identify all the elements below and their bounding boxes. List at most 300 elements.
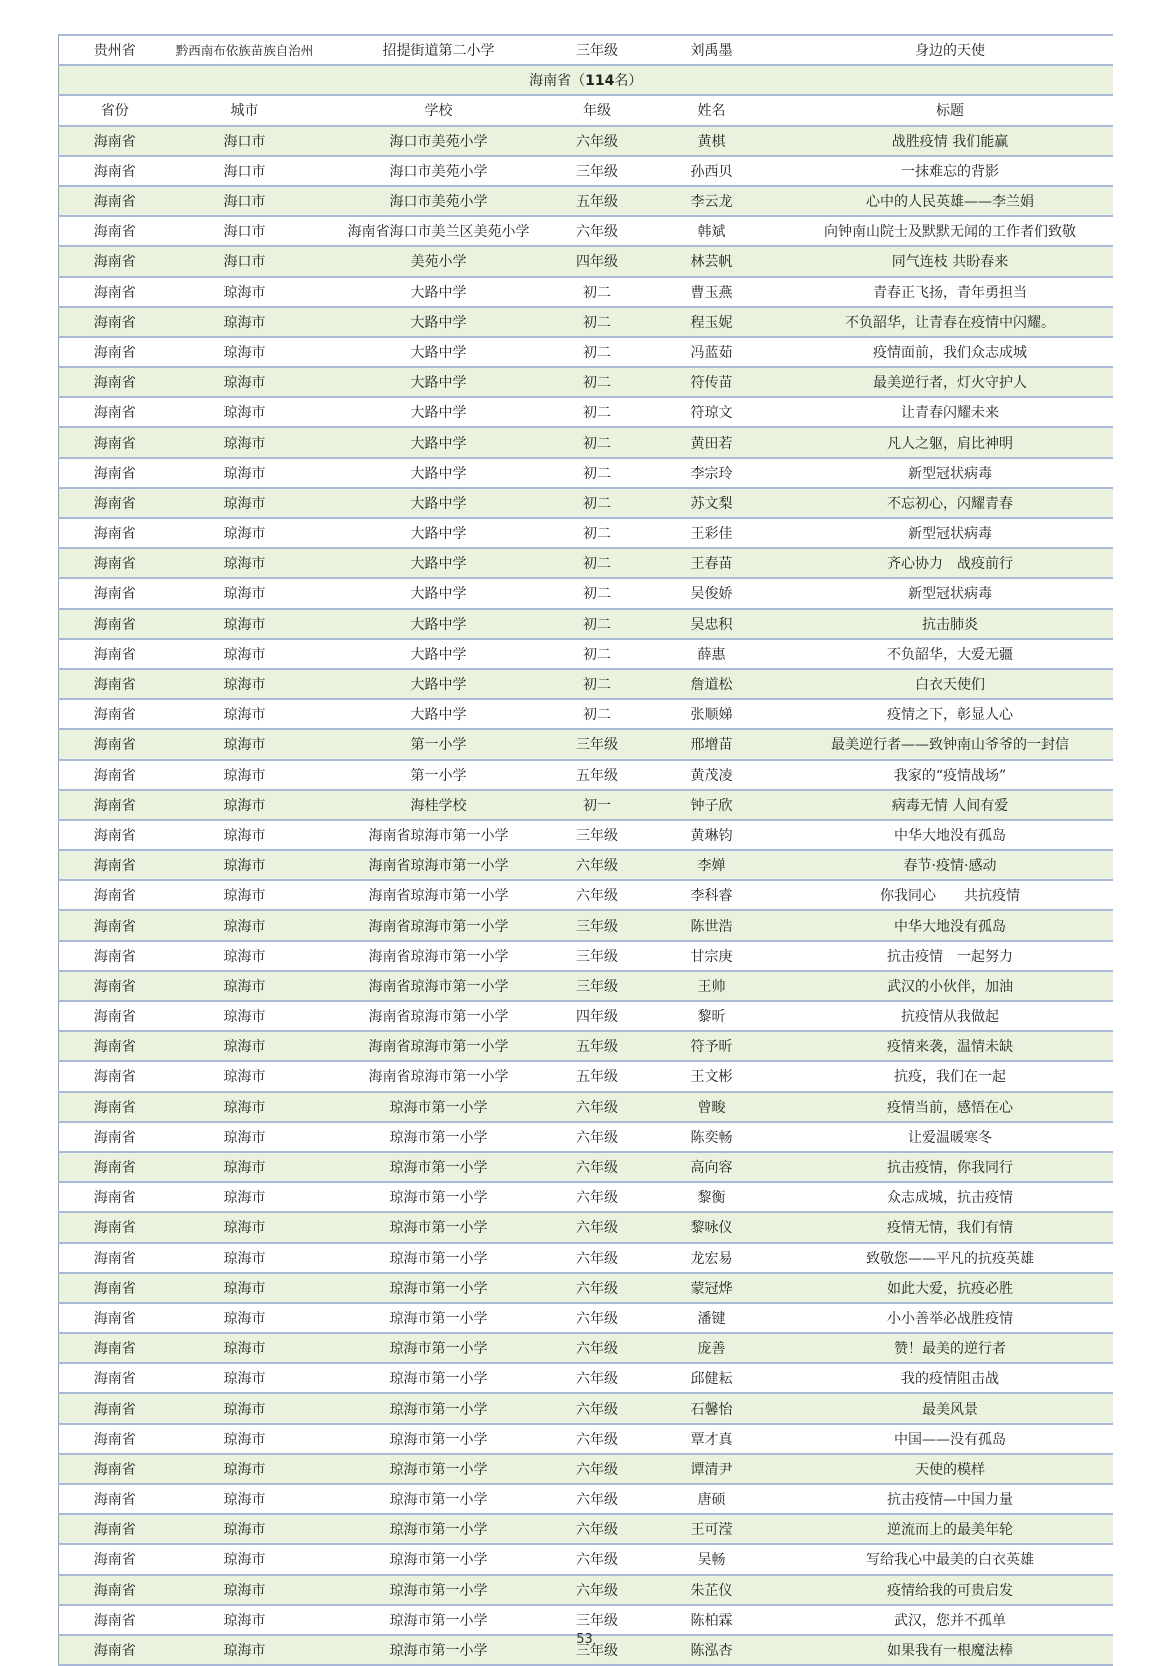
grade-cell: 六年级: [559, 1424, 636, 1454]
province-cell: 海南省: [59, 1454, 171, 1484]
grade-cell: 五年级: [559, 1031, 636, 1061]
school-cell: 琼海市第一小学: [319, 1333, 559, 1363]
name-cell: 石馨怡: [636, 1393, 788, 1423]
province-cell: 海南省: [59, 458, 171, 488]
school-cell: 琼海市第一小学: [319, 1182, 559, 1212]
province-cell: 海南省: [59, 1544, 171, 1574]
grade-cell: 六年级: [559, 1363, 636, 1393]
province-cell: 海南省: [59, 337, 171, 367]
city-cell: 琼海市: [171, 729, 319, 759]
city-cell: 琼海市: [171, 518, 319, 548]
title-cell: 新型冠状病毒: [788, 458, 1113, 488]
city-cell: 琼海市: [171, 639, 319, 669]
title-cell: 不负韶华，让青春在疫情中闪耀。: [788, 307, 1113, 337]
city-cell: 琼海市: [171, 1152, 319, 1182]
title-cell: 让爱温暖寒冬: [788, 1122, 1113, 1152]
province-cell: 海南省: [59, 1092, 171, 1122]
province-cell: 海南省: [59, 186, 171, 216]
city-cell: 黔西南布依族苗族自治州: [171, 35, 319, 65]
school-cell: 大路中学: [319, 578, 559, 608]
table-row: [59, 1484, 1113, 1514]
grade-cell: 六年级: [559, 880, 636, 910]
title-cell: 武汉的小伙伴，加油: [788, 971, 1113, 1001]
name-cell: 王可滢: [636, 1514, 788, 1544]
school-cell: 海南省琼海市第一小学: [319, 1001, 559, 1031]
province-cell: 海南省: [59, 1122, 171, 1152]
table-row: [59, 1575, 1113, 1605]
grade-cell: 四年级: [559, 1001, 636, 1031]
name-cell: 王帅: [636, 971, 788, 1001]
table-row: [59, 277, 1113, 307]
table-row: [59, 488, 1113, 518]
province-cell: 海南省: [59, 1635, 171, 1665]
table-row: [59, 1393, 1113, 1423]
school-cell: 海南省琼海市第一小学: [319, 971, 559, 1001]
school-cell: 大路中学: [319, 548, 559, 578]
province-cell: 海南省: [59, 971, 171, 1001]
table-row: [59, 669, 1113, 699]
city-cell: 琼海市: [171, 488, 319, 518]
province-cell: 贵州省: [59, 35, 171, 65]
name-cell: 陈泓杏: [636, 1635, 788, 1665]
city-cell: 琼海市: [171, 1393, 319, 1423]
city-cell: 琼海市: [171, 1212, 319, 1242]
title-cell: 抗击肺炎: [788, 609, 1113, 639]
table-row: [59, 216, 1113, 246]
province-cell: 海南省: [59, 639, 171, 669]
school-cell: 琼海市第一小学: [319, 1514, 559, 1544]
title-cell: 写给我心中最美的白衣英雄: [788, 1544, 1113, 1574]
school-cell: 海南省琼海市第一小学: [319, 941, 559, 971]
title-cell: 如此大爱，抗疫必胜: [788, 1273, 1113, 1303]
city-cell: 琼海市: [171, 578, 319, 608]
column-header-title: 标题: [788, 95, 1113, 125]
title-cell: 疫情给我的可贵启发: [788, 1575, 1113, 1605]
table-row: [59, 126, 1113, 156]
city-cell: 琼海市: [171, 427, 319, 457]
name-cell: 钟子欣: [636, 790, 788, 820]
title-cell: 新型冠状病毒: [788, 518, 1113, 548]
city-cell: 琼海市: [171, 880, 319, 910]
title-cell: 中华大地没有孤岛: [788, 820, 1113, 850]
school-cell: 大路中学: [319, 427, 559, 457]
school-cell: 大路中学: [319, 609, 559, 639]
table-row: [59, 156, 1113, 186]
table-row: [59, 820, 1113, 850]
column-header-name: 姓名: [636, 95, 788, 125]
name-cell: 程玉妮: [636, 307, 788, 337]
column-header-school: 学校: [319, 95, 559, 125]
title-cell: 齐心协力 战疫前行: [788, 548, 1113, 578]
name-cell: 冯蓝茹: [636, 337, 788, 367]
table-row: [59, 518, 1113, 548]
province-cell: 海南省: [59, 1152, 171, 1182]
province-cell: 海南省: [59, 1303, 171, 1333]
province-cell: 海南省: [59, 427, 171, 457]
table-row: [59, 1122, 1113, 1152]
province-cell: 海南省: [59, 910, 171, 940]
title-cell: 疫情来袭，温情未缺: [788, 1031, 1113, 1061]
grade-cell: 初二: [559, 609, 636, 639]
school-cell: 第一小学: [319, 729, 559, 759]
city-cell: 琼海市: [171, 609, 319, 639]
grade-cell: 初一: [559, 790, 636, 820]
title-cell: 疫情面前，我们众志成城: [788, 337, 1113, 367]
school-cell: 琼海市第一小学: [319, 1273, 559, 1303]
name-cell: 孙西贝: [636, 156, 788, 186]
title-cell: 疫情无情，我们有情: [788, 1212, 1113, 1242]
title-cell: 不负韶华，大爱无疆: [788, 639, 1113, 669]
province-cell: 海南省: [59, 1031, 171, 1061]
city-cell: 琼海市: [171, 1514, 319, 1544]
name-cell: 曾畯: [636, 1092, 788, 1122]
grade-cell: 三年级: [559, 729, 636, 759]
province-cell: 海南省: [59, 548, 171, 578]
grade-cell: 六年级: [559, 1182, 636, 1212]
city-cell: 琼海市: [171, 669, 319, 699]
city-cell: 海口市: [171, 216, 319, 246]
province-cell: 海南省: [59, 1514, 171, 1544]
province-cell: 海南省: [59, 699, 171, 729]
city-cell: 琼海市: [171, 1031, 319, 1061]
name-cell: 邱健耘: [636, 1363, 788, 1393]
province-cell: 海南省: [59, 1333, 171, 1363]
grade-cell: 初二: [559, 488, 636, 518]
table-row: [59, 337, 1113, 367]
grade-cell: 六年级: [559, 1092, 636, 1122]
name-cell: 韩斌: [636, 216, 788, 246]
title-cell: 天使的模样: [788, 1454, 1113, 1484]
name-cell: 陈柏霖: [636, 1605, 788, 1635]
title-cell: 身边的天使: [788, 35, 1113, 65]
province-cell: 海南省: [59, 1575, 171, 1605]
name-cell: 符琼文: [636, 397, 788, 427]
grade-cell: 初二: [559, 578, 636, 608]
name-cell: 甘宗庚: [636, 941, 788, 971]
grade-cell: 五年级: [559, 1061, 636, 1091]
school-cell: 大路中学: [319, 639, 559, 669]
name-cell: 黎衡: [636, 1182, 788, 1212]
name-cell: 李婵: [636, 850, 788, 880]
section-heading: [59, 65, 1113, 95]
grade-cell: 三年级: [559, 35, 636, 65]
table-row: [59, 760, 1113, 790]
school-cell: 大路中学: [319, 488, 559, 518]
table-row: [59, 307, 1113, 337]
province-cell: 海南省: [59, 820, 171, 850]
name-cell: 王春苗: [636, 548, 788, 578]
school-cell: 海南省琼海市第一小学: [319, 880, 559, 910]
title-cell: 小小善举必战胜疫情: [788, 1303, 1113, 1333]
city-cell: 琼海市: [171, 850, 319, 880]
school-cell: 琼海市第一小学: [319, 1544, 559, 1574]
name-cell: 龙宏易: [636, 1243, 788, 1273]
school-cell: 琼海市第一小学: [319, 1363, 559, 1393]
name-cell: 黄田若: [636, 427, 788, 457]
city-cell: 琼海市: [171, 548, 319, 578]
school-cell: 海南省海口市美兰区美苑小学: [319, 216, 559, 246]
grade-cell: 三年级: [559, 156, 636, 186]
title-cell: 青春正飞扬，青年勇担当: [788, 277, 1113, 307]
title-cell: 逆流而上的最美年轮: [788, 1514, 1113, 1544]
table-row: [59, 1454, 1113, 1484]
province-cell: 海南省: [59, 1605, 171, 1635]
grade-cell: 六年级: [559, 1514, 636, 1544]
school-cell: 大路中学: [319, 307, 559, 337]
grade-cell: 初二: [559, 397, 636, 427]
grade-cell: 四年级: [559, 246, 636, 276]
table-row: [59, 729, 1113, 759]
grade-cell: 六年级: [559, 1243, 636, 1273]
title-cell: 病毒无情 人间有爱: [788, 790, 1113, 820]
grade-cell: 初二: [559, 277, 636, 307]
name-cell: 王文彬: [636, 1061, 788, 1091]
province-cell: 海南省: [59, 1212, 171, 1242]
school-cell: 第一小学: [319, 760, 559, 790]
school-cell: 琼海市第一小学: [319, 1454, 559, 1484]
title-cell: 抗疫情从我做起: [788, 1001, 1113, 1031]
section-heading-row: [59, 65, 1113, 95]
grade-cell: 三年级: [559, 910, 636, 940]
title-cell: 一抹难忘的背影: [788, 156, 1113, 186]
table-row: [59, 397, 1113, 427]
city-cell: 琼海市: [171, 1243, 319, 1273]
table-row: [59, 186, 1113, 216]
school-cell: 大路中学: [319, 518, 559, 548]
school-cell: 琼海市第一小学: [319, 1152, 559, 1182]
title-cell: 心中的人民英雄——李兰娟: [788, 186, 1113, 216]
title-cell: 同气连枝 共盼春来: [788, 246, 1113, 276]
award-list-table: [58, 34, 1112, 1666]
table-row: [59, 1303, 1113, 1333]
name-cell: 符传苗: [636, 367, 788, 397]
grade-cell: 五年级: [559, 186, 636, 216]
grade-cell: 六年级: [559, 1303, 636, 1333]
grade-cell: 三年级: [559, 820, 636, 850]
name-cell: 黄棋: [636, 126, 788, 156]
grade-cell: 六年级: [559, 1212, 636, 1242]
grade-cell: 初二: [559, 367, 636, 397]
city-cell: 琼海市: [171, 1544, 319, 1574]
table-row: [59, 1424, 1113, 1454]
title-cell: 我的疫情阻击战: [788, 1363, 1113, 1393]
name-cell: 庞善: [636, 1333, 788, 1363]
school-cell: 海口市美苑小学: [319, 186, 559, 216]
city-cell: 琼海市: [171, 307, 319, 337]
name-cell: 符予昕: [636, 1031, 788, 1061]
title-cell: 抗击疫情，你我同行: [788, 1152, 1113, 1182]
title-cell: 赞！最美的逆行者: [788, 1333, 1113, 1363]
school-cell: 琼海市第一小学: [319, 1243, 559, 1273]
school-cell: 琼海市第一小学: [319, 1092, 559, 1122]
city-cell: 琼海市: [171, 1333, 319, 1363]
province-cell: 海南省: [59, 397, 171, 427]
table-row: [59, 1333, 1113, 1363]
province-cell: 海南省: [59, 1061, 171, 1091]
table-row: [59, 1363, 1113, 1393]
city-cell: 琼海市: [171, 277, 319, 307]
name-cell: 吴忠积: [636, 609, 788, 639]
title-cell: 致敬您——平凡的抗疫英雄: [788, 1243, 1113, 1273]
province-cell: 海南省: [59, 488, 171, 518]
school-cell: 海南省琼海市第一小学: [319, 910, 559, 940]
school-cell: 大路中学: [319, 458, 559, 488]
city-cell: 琼海市: [171, 1424, 319, 1454]
title-cell: 你我同心 共抗疫情: [788, 880, 1113, 910]
table-row: [59, 1152, 1113, 1182]
city-cell: 海口市: [171, 126, 319, 156]
school-cell: 琼海市第一小学: [319, 1484, 559, 1514]
table-row: [59, 427, 1113, 457]
school-cell: 海口市美苑小学: [319, 126, 559, 156]
table-row-previous-province: [59, 35, 1113, 65]
grade-cell: 初二: [559, 307, 636, 337]
name-cell: 詹道松: [636, 669, 788, 699]
grade-cell: 三年级: [559, 1605, 636, 1635]
table-row: [59, 639, 1113, 669]
province-cell: 海南省: [59, 850, 171, 880]
title-cell: 我家的“疫情战场”: [788, 760, 1113, 790]
table-row: [59, 1182, 1113, 1212]
table-row: [59, 850, 1113, 880]
name-cell: 高向容: [636, 1152, 788, 1182]
school-cell: 大路中学: [319, 669, 559, 699]
table-row: [59, 1061, 1113, 1091]
table-row: [59, 609, 1113, 639]
grade-cell: 初二: [559, 669, 636, 699]
province-cell: 海南省: [59, 1363, 171, 1393]
city-cell: 琼海市: [171, 367, 319, 397]
table-row: [59, 1514, 1113, 1544]
grade-cell: 三年级: [559, 1635, 636, 1665]
table-row: [59, 941, 1113, 971]
title-cell: 武汉，您并不孤单: [788, 1605, 1113, 1635]
title-cell: 最美逆行者，灯火守护人: [788, 367, 1113, 397]
table-row: [59, 548, 1113, 578]
name-cell: 苏文梨: [636, 488, 788, 518]
school-cell: 大路中学: [319, 337, 559, 367]
name-cell: 潘键: [636, 1303, 788, 1333]
column-header-row: [59, 95, 1113, 125]
school-cell: 海南省琼海市第一小学: [319, 1031, 559, 1061]
name-cell: 吴俊娇: [636, 578, 788, 608]
name-cell: 李科睿: [636, 880, 788, 910]
name-cell: 张顺娣: [636, 699, 788, 729]
name-cell: 谭清尹: [636, 1454, 788, 1484]
grade-cell: 初二: [559, 639, 636, 669]
title-cell: 最美逆行者——致钟南山爷爷的一封信: [788, 729, 1113, 759]
name-cell: 刘禹墨: [636, 35, 788, 65]
name-cell: 覃才真: [636, 1424, 788, 1454]
province-cell: 海南省: [59, 1001, 171, 1031]
grade-cell: 初二: [559, 518, 636, 548]
city-cell: 琼海市: [171, 971, 319, 1001]
name-cell: 曹玉燕: [636, 277, 788, 307]
grade-cell: 五年级: [559, 760, 636, 790]
province-cell: 海南省: [59, 367, 171, 397]
name-cell: 王彩佳: [636, 518, 788, 548]
grade-cell: 六年级: [559, 126, 636, 156]
school-cell: 琼海市第一小学: [319, 1635, 559, 1665]
name-cell: 吴畅: [636, 1544, 788, 1574]
table-row: [59, 699, 1113, 729]
column-header-city: 城市: [171, 95, 319, 125]
city-cell: 琼海市: [171, 397, 319, 427]
province-cell: 海南省: [59, 729, 171, 759]
title-cell: 抗击疫情 一起努力: [788, 941, 1113, 971]
title-cell: 不忘初心，闪耀青春: [788, 488, 1113, 518]
title-cell: 让青春闪耀未来: [788, 397, 1113, 427]
table-row: [59, 910, 1113, 940]
city-cell: 琼海市: [171, 790, 319, 820]
section-heading-prefix: 海南省（: [529, 73, 586, 90]
school-cell: 海南省琼海市第一小学: [319, 850, 559, 880]
grade-cell: 六年级: [559, 1333, 636, 1363]
city-cell: 琼海市: [171, 760, 319, 790]
title-cell: 向钟南山院士及默默无闻的工作者们致敬: [788, 216, 1113, 246]
table-row: [59, 1273, 1113, 1303]
city-cell: 琼海市: [171, 910, 319, 940]
name-cell: 朱芷仪: [636, 1575, 788, 1605]
title-cell: 白衣天使们: [788, 669, 1113, 699]
province-cell: 海南省: [59, 1424, 171, 1454]
grade-cell: 六年级: [559, 216, 636, 246]
city-cell: 海口市: [171, 156, 319, 186]
title-cell: 春节·疫情·感动: [788, 850, 1113, 880]
province-cell: 海南省: [59, 156, 171, 186]
city-cell: 琼海市: [171, 1303, 319, 1333]
table-row: [59, 1605, 1113, 1635]
title-cell: 抗击疫情—中国力量: [788, 1484, 1113, 1514]
province-cell: 海南省: [59, 1484, 171, 1514]
grade-cell: 初二: [559, 427, 636, 457]
table-row: [59, 790, 1113, 820]
school-cell: 美苑小学: [319, 246, 559, 276]
title-cell: 最美风景: [788, 1393, 1113, 1423]
name-cell: 林芸帆: [636, 246, 788, 276]
name-cell: 黎咏仪: [636, 1212, 788, 1242]
name-cell: 黄琳钧: [636, 820, 788, 850]
table-row: [59, 458, 1113, 488]
city-cell: 琼海市: [171, 1001, 319, 1031]
school-cell: 大路中学: [319, 397, 559, 427]
grade-cell: 六年级: [559, 1454, 636, 1484]
title-cell: 疫情之下，彰显人心: [788, 699, 1113, 729]
grade-cell: 六年级: [559, 1575, 636, 1605]
name-cell: 唐硕: [636, 1484, 788, 1514]
title-cell: 新型冠状病毒: [788, 578, 1113, 608]
page-number: 53: [576, 1632, 593, 1647]
school-cell: 琼海市第一小学: [319, 1303, 559, 1333]
name-cell: 邢增苗: [636, 729, 788, 759]
city-cell: 琼海市: [171, 1122, 319, 1152]
school-cell: 琼海市第一小学: [319, 1575, 559, 1605]
section-heading-count: 114: [585, 73, 615, 90]
city-cell: 琼海市: [171, 337, 319, 367]
school-cell: 琼海市第一小学: [319, 1424, 559, 1454]
city-cell: 琼海市: [171, 1484, 319, 1514]
name-cell: 李宗玲: [636, 458, 788, 488]
grade-cell: 六年级: [559, 1152, 636, 1182]
province-cell: 海南省: [59, 941, 171, 971]
grade-cell: 初二: [559, 548, 636, 578]
grade-cell: 六年级: [559, 850, 636, 880]
province-cell: 海南省: [59, 578, 171, 608]
table-row: [59, 1031, 1113, 1061]
table-row: [59, 1243, 1113, 1273]
city-cell: 琼海市: [171, 820, 319, 850]
school-cell: 大路中学: [319, 277, 559, 307]
